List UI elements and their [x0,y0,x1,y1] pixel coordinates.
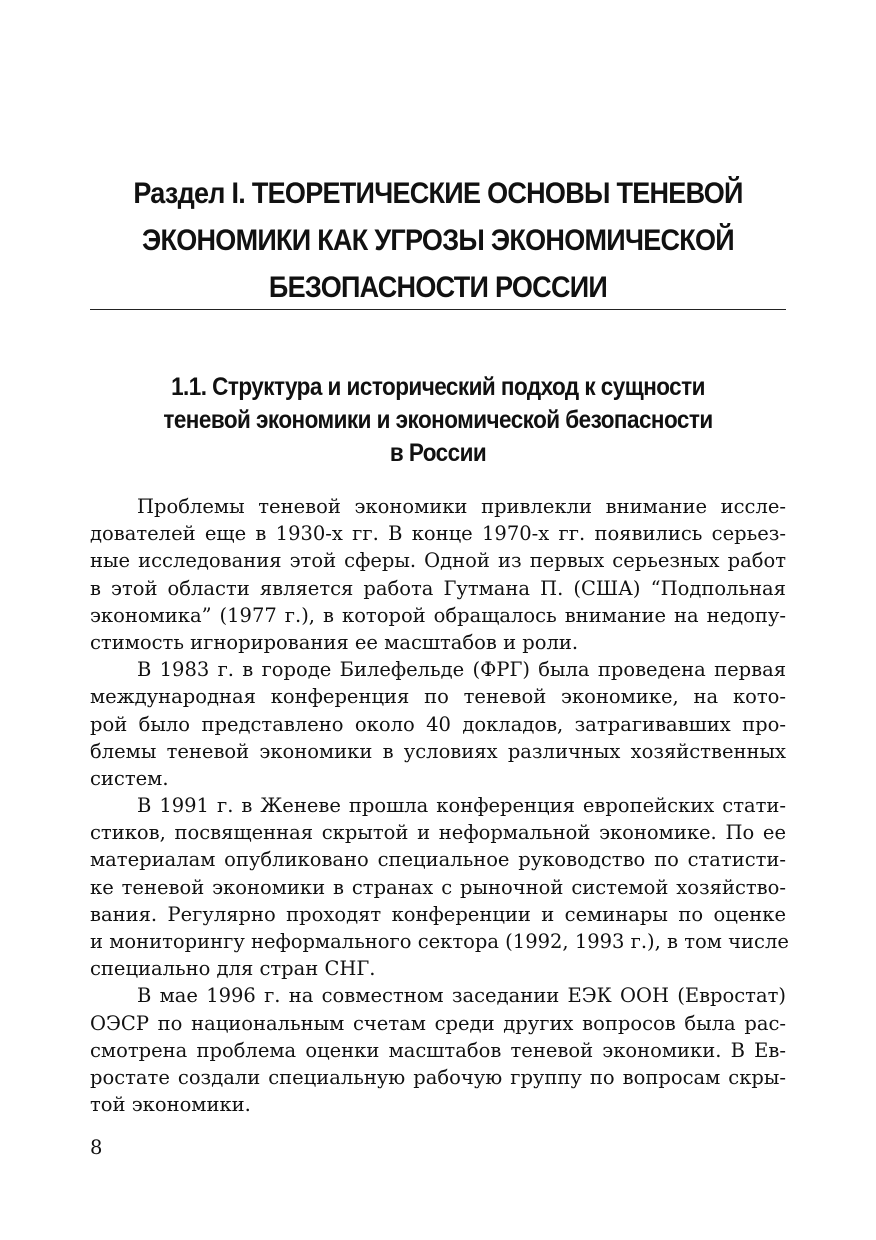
section-title [125,371,751,470]
paragraph-1 [90,493,786,656]
chapter-title-line: ЭКОНОМИКИ КАК УГРОЗЫ ЭКОНОМИЧЕСКОЙ [141,224,735,257]
title-divider [90,309,786,310]
text-line: блемы теневой экономики в условиях различных хозяйственных [90,739,786,763]
text-line: ОЭСР по национальным счетам среди других вопросов была рас- [90,1011,786,1035]
text-line: стимость игнорирования ее масштабов и роли. [90,630,579,654]
body-text [90,493,789,1118]
text-line: В 1983 г. в городе Билефельде (ФРГ) была проведена первая [137,658,786,682]
chapter-title [125,170,751,311]
text-line: вания. Регулярно проходят конференции и семинары по оценке [90,902,786,926]
text-line: ные исследования этой сферы. Одной из первых серьезных работ [90,549,786,573]
text-line: ростате создали специальную рабочую группу по вопросам скры- [90,1065,786,1089]
paragraph-4 [90,982,786,1118]
page-number: 8 [90,1136,103,1159]
text-line: в этой области является работа Гутмана П. (США) “Подпольная [90,576,786,600]
section-title-line: 1.1. Структура и исторический подход к сущности [171,373,705,401]
text-line: Проблемы теневой экономики привлекли внимание иссле- [137,495,786,518]
text-line: рой было представлено около 40 докладов, затрагивавших про- [90,712,786,736]
text-line: смотрена проблема оценки масштабов теневой экономики. В Ев- [90,1038,786,1062]
text-line: материалам опубликовано специальное руководство по статисти- [90,848,786,872]
text-line: и мониторингу неформального сектора (1992, 1993 г.), в том числе [90,930,789,953]
text-line: В мае 1996 г. на совместном заседании ЕЭК ООН (Евростат) [137,984,786,1008]
paragraph-3 [90,792,789,982]
text-line: ке теневой экономики в странах с рыночной системой хозяйство- [90,875,786,899]
paragraph-2 [90,656,786,792]
section-title-line: теневой экономики и экономической безопасности [163,406,713,434]
text-line: стиков, посвященная скрытой и неформальной экономике. По ее [90,821,786,845]
text-line: экономика” (1977 г.), в которой обращалось внимание на недопу- [90,603,786,627]
text-line: специально для стран СНГ. [90,957,376,981]
text-line: В 1991 г. в Женеве прошла конференция европейских стати- [137,794,786,818]
text-line: систем. [90,766,169,790]
chapter-title-line: БЕЗОПАСНОСТИ РОССИИ [268,271,608,304]
text-line: дователей еще в 1930-х гг. В конце 1970-х гг. появились серьез- [90,522,786,546]
text-line: международная конференция по теневой экономике, на кото- [90,685,786,709]
chapter-title-line: Раздел I. ТЕОРЕТИЧЕСКИЕ ОСНОВЫ ТЕНЕВОЙ [133,177,743,210]
section-title-line: в России [389,439,487,467]
text-line: той экономики. [90,1093,251,1117]
